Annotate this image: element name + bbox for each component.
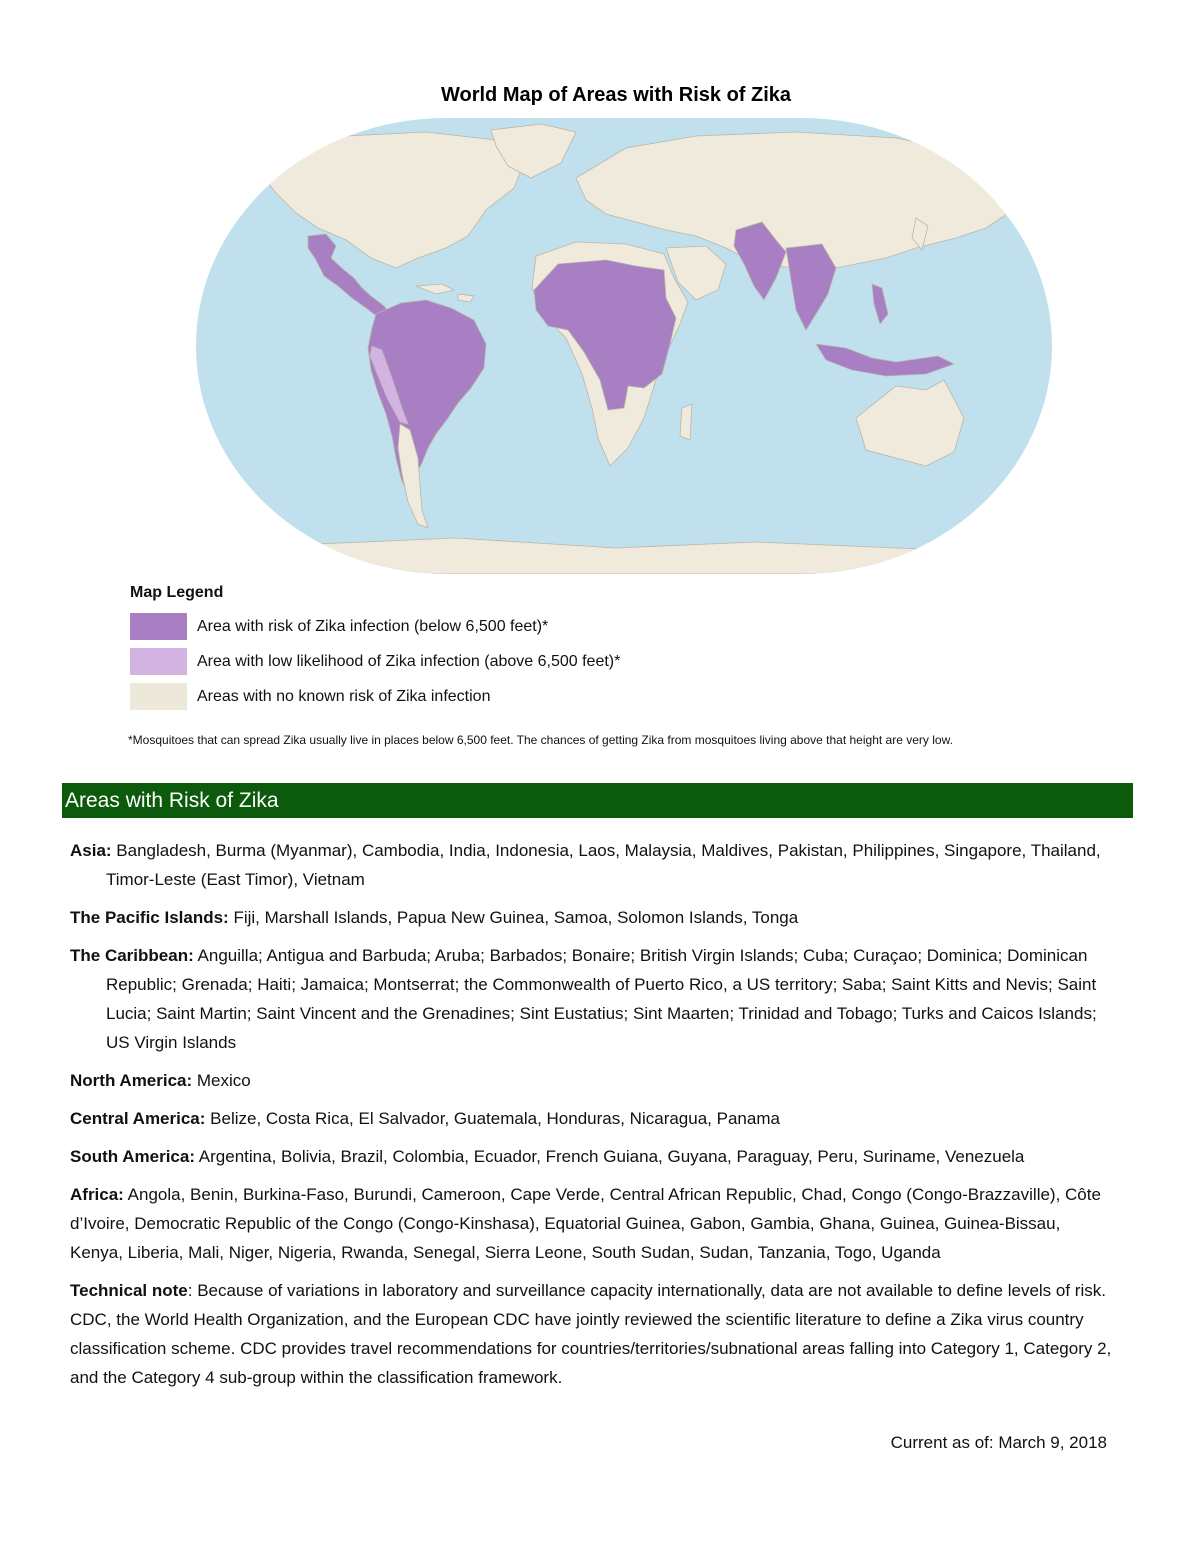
- madagascar-landmass: [680, 404, 692, 440]
- region-asia: [70, 836, 1115, 894]
- map-legend: [130, 584, 1070, 714]
- region-south-america: [70, 1142, 1115, 1171]
- legend-swatch-risk: [130, 613, 187, 640]
- legend-title: Map Legend: [130, 584, 224, 601]
- region-label: Asia:: [70, 841, 112, 860]
- region-pacific-islands: [70, 903, 1115, 932]
- technical-note-text: : Because of variations in laboratory and surveillance capacity internationally, data are not available to define levels of risk. CDC, the World Health Organization, and the European CDC have jointly reviewed the scientific literature to define a Zika virus country classification scheme. CDC provides travel recommendations for countries/territories/subnational areas falling into Category 1, Category 2, and the Category 4 sub-group within the classification framework.: [70, 1281, 1112, 1387]
- map-footnote: *Mosquitoes that can spread Zika usually live in places below 6,500 feet. The chances of getting Zika from mosquitoes living above that height are very low.: [128, 733, 953, 747]
- legend-item-no-risk: [130, 679, 1070, 714]
- legend-item-low-likelihood: [130, 644, 1070, 679]
- region-countries: Angola, Benin, Burkina-Faso, Burundi, Cameroon, Cape Verde, Central African Republic, Chad, Congo (Congo-Brazzaville), Côte d’Ivoire, Democratic Republic of the Congo (Congo-Kinshasa), Equatorial Guinea, Gabon, Gambia, Ghana, Guinea, Guinea-Bissau, Kenya, Liberia, Mali, Niger, Nigeria, Rwanda, Senegal, Sierra Leone, South Sudan, Sudan, Tanzania, Togo, Uganda: [70, 1185, 1101, 1262]
- legend-item-risk: [130, 609, 1070, 644]
- legend-label: Area with low likelihood of Zika infection (above 6,500 feet)*: [197, 652, 621, 670]
- region-countries: Argentina, Bolivia, Brazil, Colombia, Ecuador, French Guiana, Guyana, Paraguay, Peru, Suriname, Venezuela: [195, 1147, 1025, 1166]
- legend-swatch-no-risk: [130, 683, 187, 710]
- technical-note-label: Technical note: [70, 1281, 188, 1300]
- region-africa: [70, 1180, 1115, 1267]
- region-countries: Anguilla; Antigua and Barbuda; Aruba; Barbados; Bonaire; British Virgin Islands; Cuba; Curaçao; Dominica; Dominican Republic; Grenada; Haiti; Jamaica; Montserrat; the Commonwealth of Puerto Rico, a US territory; Saba; Saint Kitts and Nevis; Saint Lucia; Saint Martin; Saint Vincent and the Grenadines; Sint Eustatius; Sint Maarten; Trinidad and Tobago; Turks and Caicos Islands; US Virgin Islands: [106, 946, 1097, 1052]
- region-caribbean: [70, 941, 1115, 1057]
- legend-label: Areas with no known risk of Zika infection: [197, 687, 491, 705]
- map-title: World Map of Areas with Risk of Zika: [440, 84, 792, 106]
- region-label: South America:: [70, 1147, 196, 1166]
- region-label: Central America:: [70, 1109, 206, 1128]
- new-zealand-landmass: [1008, 470, 1024, 496]
- current-as-of: Current as of: March 9, 2018: [890, 1433, 1107, 1452]
- region-label: Africa:: [70, 1185, 124, 1204]
- world-map: [196, 118, 1052, 574]
- region-label: North America:: [70, 1071, 193, 1090]
- region-label: The Pacific Islands:: [70, 908, 229, 927]
- technical-note: [70, 1276, 1115, 1392]
- region-north-america: [70, 1066, 1115, 1095]
- region-countries: Fiji, Marshall Islands, Papua New Guinea, Samoa, Solomon Islands, Tonga: [228, 908, 799, 927]
- region-label: The Caribbean:: [70, 946, 194, 965]
- region-central-america: [70, 1104, 1115, 1133]
- section-header: Areas with Risk of Zika: [62, 783, 1133, 818]
- legend-label: Area with risk of Zika infection (below 6,500 feet)*: [197, 617, 549, 635]
- region-countries: Belize, Costa Rica, El Salvador, Guatemala, Honduras, Nicaragua, Panama: [205, 1109, 780, 1128]
- legend-swatch-low-likelihood: [130, 648, 187, 675]
- region-countries: Mexico: [192, 1071, 251, 1090]
- region-list: [70, 836, 1115, 1401]
- region-countries: Bangladesh, Burma (Myanmar), Cambodia, India, Indonesia, Laos, Malaysia, Maldives, Pakistan, Philippines, Singapore, Thailand, Timor-Leste (East Timor), Vietnam: [106, 841, 1101, 889]
